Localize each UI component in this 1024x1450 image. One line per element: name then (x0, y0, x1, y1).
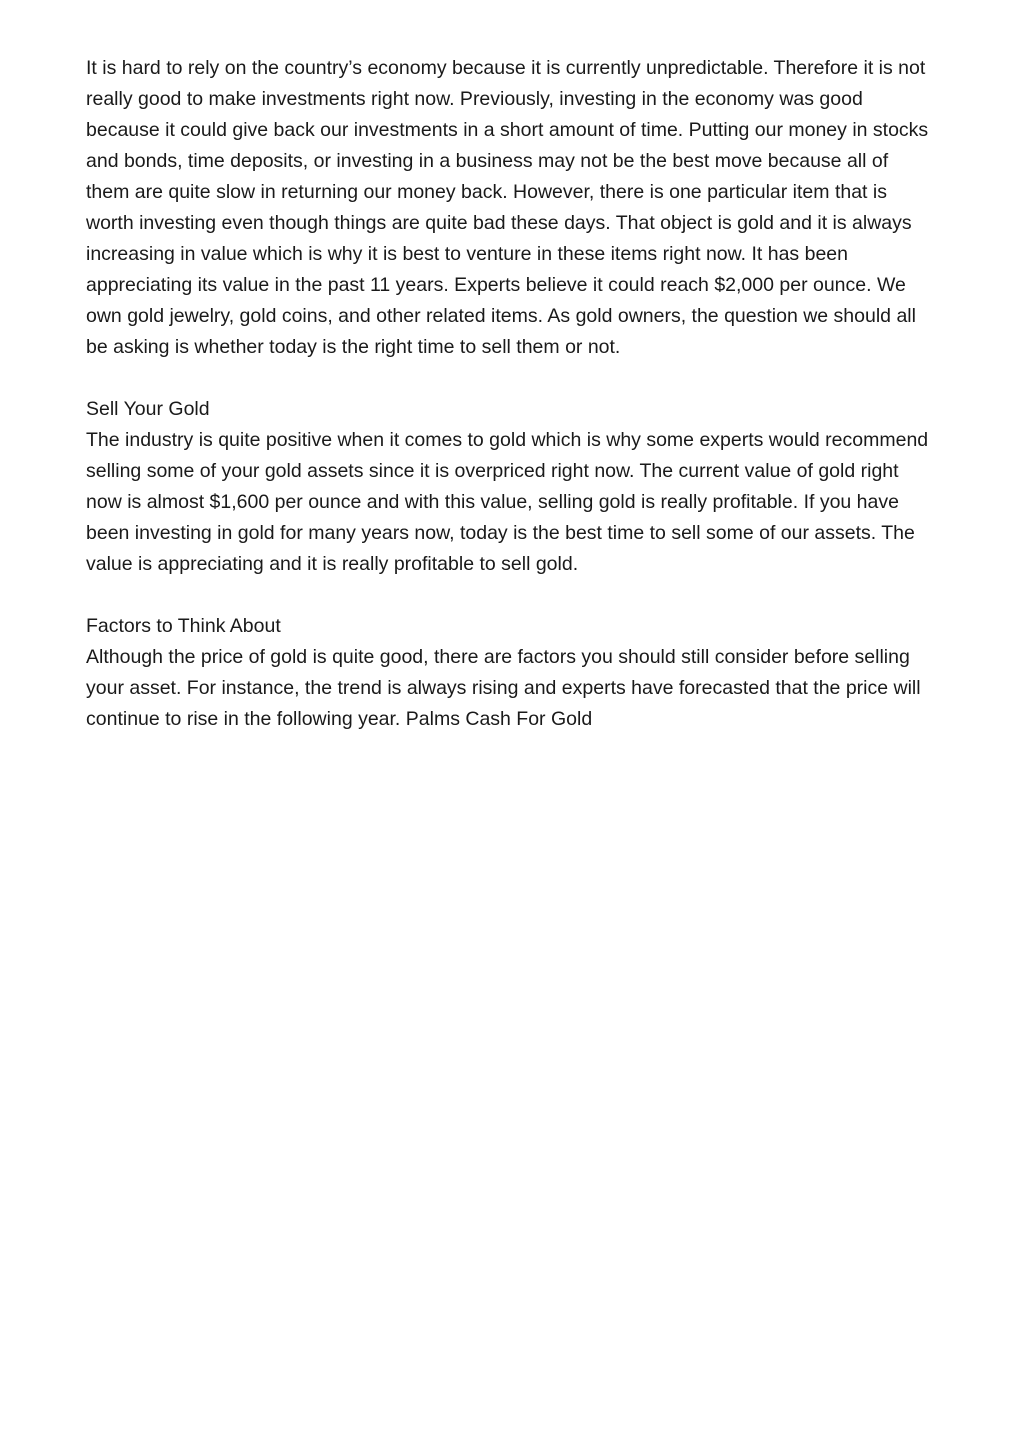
intro-paragraph: It is hard to rely on the country’s economy because it is currently unpredictable. Therefore it is not really good to make investments right now. Previously, investing in the economy was good because it could give back our investments in a short amount of time. Putting our money in stocks and bonds, time deposits, or investing in a business may not be the best move because all of them are quite slow in returning our money back. However, there is one particular item that is worth investing even though things are quite bad these days. That object is gold and it is always increasing in value which is why it is best to venture in these items right now. It has been appreciating its value in the past 11 years. Experts believe it could reach $2,000 per ounce. We own gold jewelry, gold coins, and other related items. As gold owners, the question we should all be asking is whether today is the right time to sell them or not. (86, 57, 929, 358)
intro-section (86, 53, 936, 363)
section-factors-to-think-about (86, 611, 936, 735)
section-heading: Sell Your Gold (86, 398, 210, 420)
section-sell-your-gold (86, 394, 936, 580)
document-page (86, 53, 936, 766)
section-heading: Factors to Think About (86, 615, 281, 637)
section-paragraph: The industry is quite positive when it comes to gold which is why some experts would recommend selling some of your gold assets since it is overpriced right now. The current value of gold right now is almost $1,600 per ounce and with this value, selling gold is really profitable. If you have been investing in gold for many years now, today is the best time to sell some of our assets. The value is appreciating and it is really profitable to sell gold. (86, 429, 929, 575)
section-paragraph: Although the price of gold is quite good, there are factors you should still consider before selling your asset. For instance, the trend is always rising and experts have forecasted that the price will continue to rise in the following year. Palms Cash For Gold (86, 646, 921, 730)
